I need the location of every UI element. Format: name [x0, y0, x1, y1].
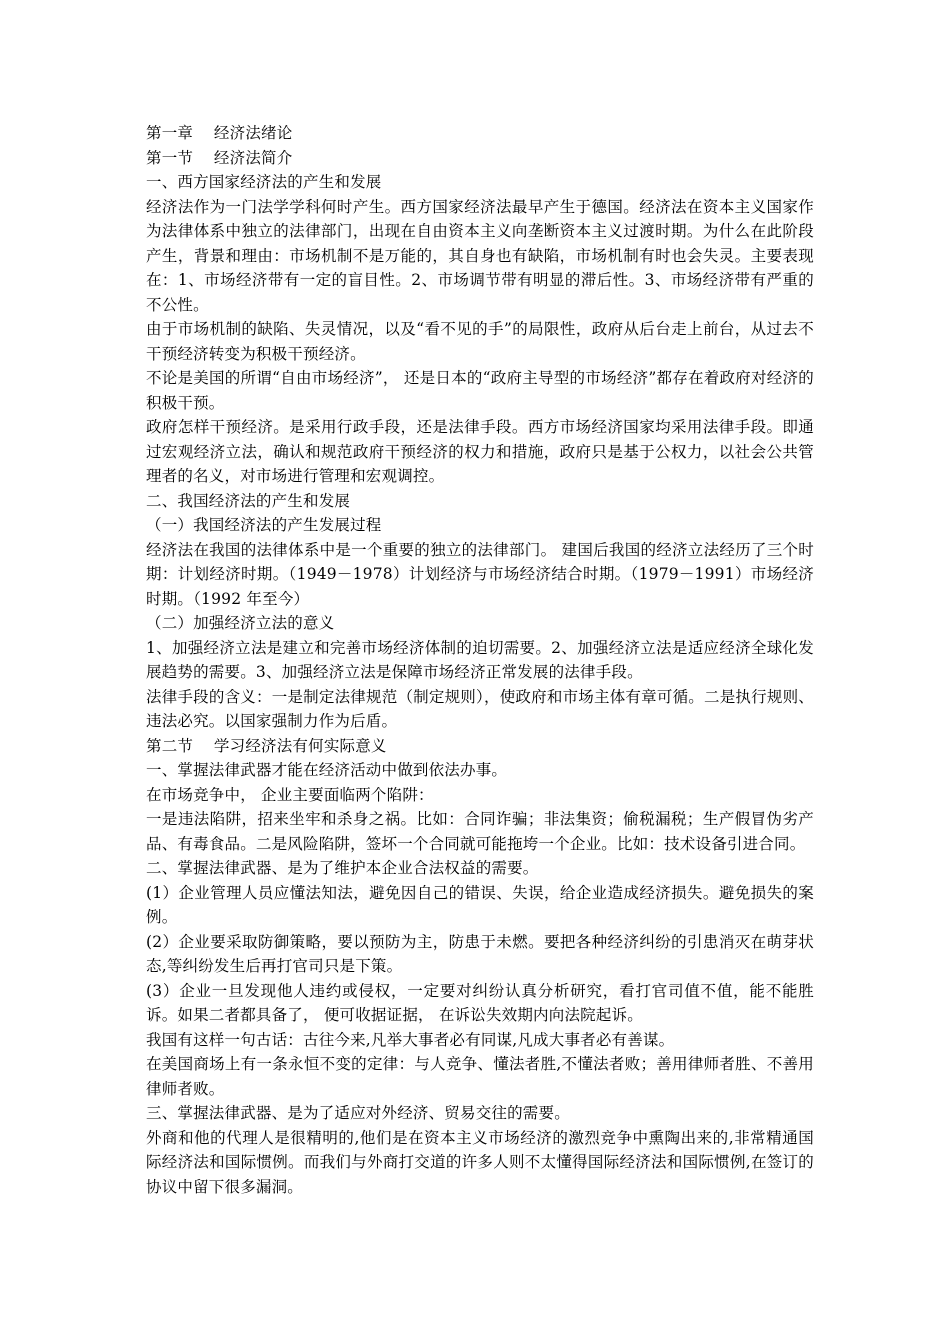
paragraph: 由于市场机制的缺陷、失灵情况，以及“看不见的手”的局限性，政府从后台走上前台，从过去不干预经济转变为积极干预经济。 — [146, 320, 814, 363]
subheading: （一）我国经济法的产生发展过程 — [146, 516, 382, 534]
subheading: 一、西方国家经济法的产生和发展 — [146, 173, 382, 191]
paragraph: 法律手段的含义：一是制定法律规范（制定规则），使政府和市场主体有章可循。二是执行规则、违法必究。以国家强制力作为后盾。 — [146, 687, 814, 730]
subheading: （二）加强经济立法的意义 — [146, 614, 335, 632]
chapter-title: 第一章 经济法绪论 — [146, 124, 293, 142]
paragraph: 1、加强经济立法是建立和完善市场经济体制的迫切需要。2、加强经济立法是适应经济全球化发展趋势的需要。3、加强经济立法是保障市场经济正常发展的法律手段。 — [146, 638, 814, 681]
paragraph: 外商和他的代理人是很精明的,他们是在资本主义市场经济的激烈竞争中熏陶出来的,非常精通国际经济法和国际惯例。而我们与外商打交道的许多人则不太懂得国际经济法和国际惯例,在签订的协议中留下很多漏洞。 — [146, 1128, 814, 1196]
section-title: 第一节 经济法简介 — [146, 148, 293, 167]
subheading: 二、我国经济法的产生和发展 — [146, 491, 351, 510]
subheading: 三、掌握法律武器、是为了适应对外经济、贸易交往的需要。 — [146, 1104, 570, 1122]
paragraph: 经济法在我国的法律体系中是一个重要的独立的法律部门。 建国后我国的经济立法经历了三个时期：计划经济时期。（1949－1978）计划经济与市场经济结合时期。（1979－1991）市场经济时期。（1992 年至今） — [146, 540, 814, 608]
paragraph: 经济法作为一门法学学科何时产生。西方国家经济法最早产生于德国。经济法在资本主义国家作为法律体系中独立的法律部门，出现在自由资本主义向垄断资本主义过渡时期。为什么在此阶段产生，背景和理由：市场机制不是万能的，其自身也有缺陷，市场机制有时也会失灵。主要表现在：1、市场经济带有一定的盲目性。2、市场调节带有明显的滞后性。3、市场经济带有严重的不公性。 — [146, 197, 814, 314]
section-title: 第二节 学习经济法有何实际意义 — [146, 736, 387, 755]
paragraph: 在市场竞争中， 企业主要面临两个陷阱： — [146, 785, 434, 804]
paragraph: 我国有这样一句古话：古往今来,凡举大事者必有同谋,凡成大事者必有善谋。 — [146, 1030, 675, 1049]
subheading: 二、掌握法律武器、是为了维护本企业合法权益的需要。 — [146, 859, 539, 877]
paragraph: 一是违法陷阱，招来坐牢和杀身之祸。比如：合同诈骗；非法集资；偷税漏税；生产假冒伪劣产品、有毒食品。二是风险陷阱，签坏一个合同就可能拖垮一个企业。比如：技术设备引进合同。 — [146, 810, 814, 853]
subheading: 一、掌握法律武器才能在经济活动中做到依法办事。 — [146, 761, 508, 779]
paragraph: (2）企业要采取防御策略，要以预防为主，防患于未燃。要把各种经济纠纷的引患消灭在萌芽状态,等纠纷发生后再打官司只是下策。 — [146, 932, 814, 975]
paragraph: 不论是美国的所谓“自由市场经济”， 还是日本的“政府主导型的市场经济”都存在着政府对经济的积极干预。 — [146, 369, 814, 412]
paragraph: (3）企业一旦发现他人违约或侵权，一定要对纠纷认真分析研究，看打官司值不值，能不能胜诉。如果二者都具备了， 便可收据证据， 在诉讼失效期内向法院起诉。 — [146, 981, 814, 1024]
paragraph: 在美国商场上有一条永恒不变的定律：与人竞争、懂法者胜,不懂法者败；善用律师者胜、不善用律师者败。 — [146, 1055, 814, 1098]
document-body — [146, 121, 814, 1199]
paragraph: (1）企业管理人员应懂法知法，避免因自己的错误、失误，给企业造成经济损失。避免损失的案例。 — [146, 883, 814, 926]
paragraph: 政府怎样干预经济。是采用行政手段，还是法律手段。西方市场经济国家均采用法律手段。即通过宏观经济立法，确认和规范政府干预经济的权力和措施，政府只是基于公权力，以社会公共管理者的名义，对市场进行管理和宏观调控。 — [146, 418, 814, 485]
